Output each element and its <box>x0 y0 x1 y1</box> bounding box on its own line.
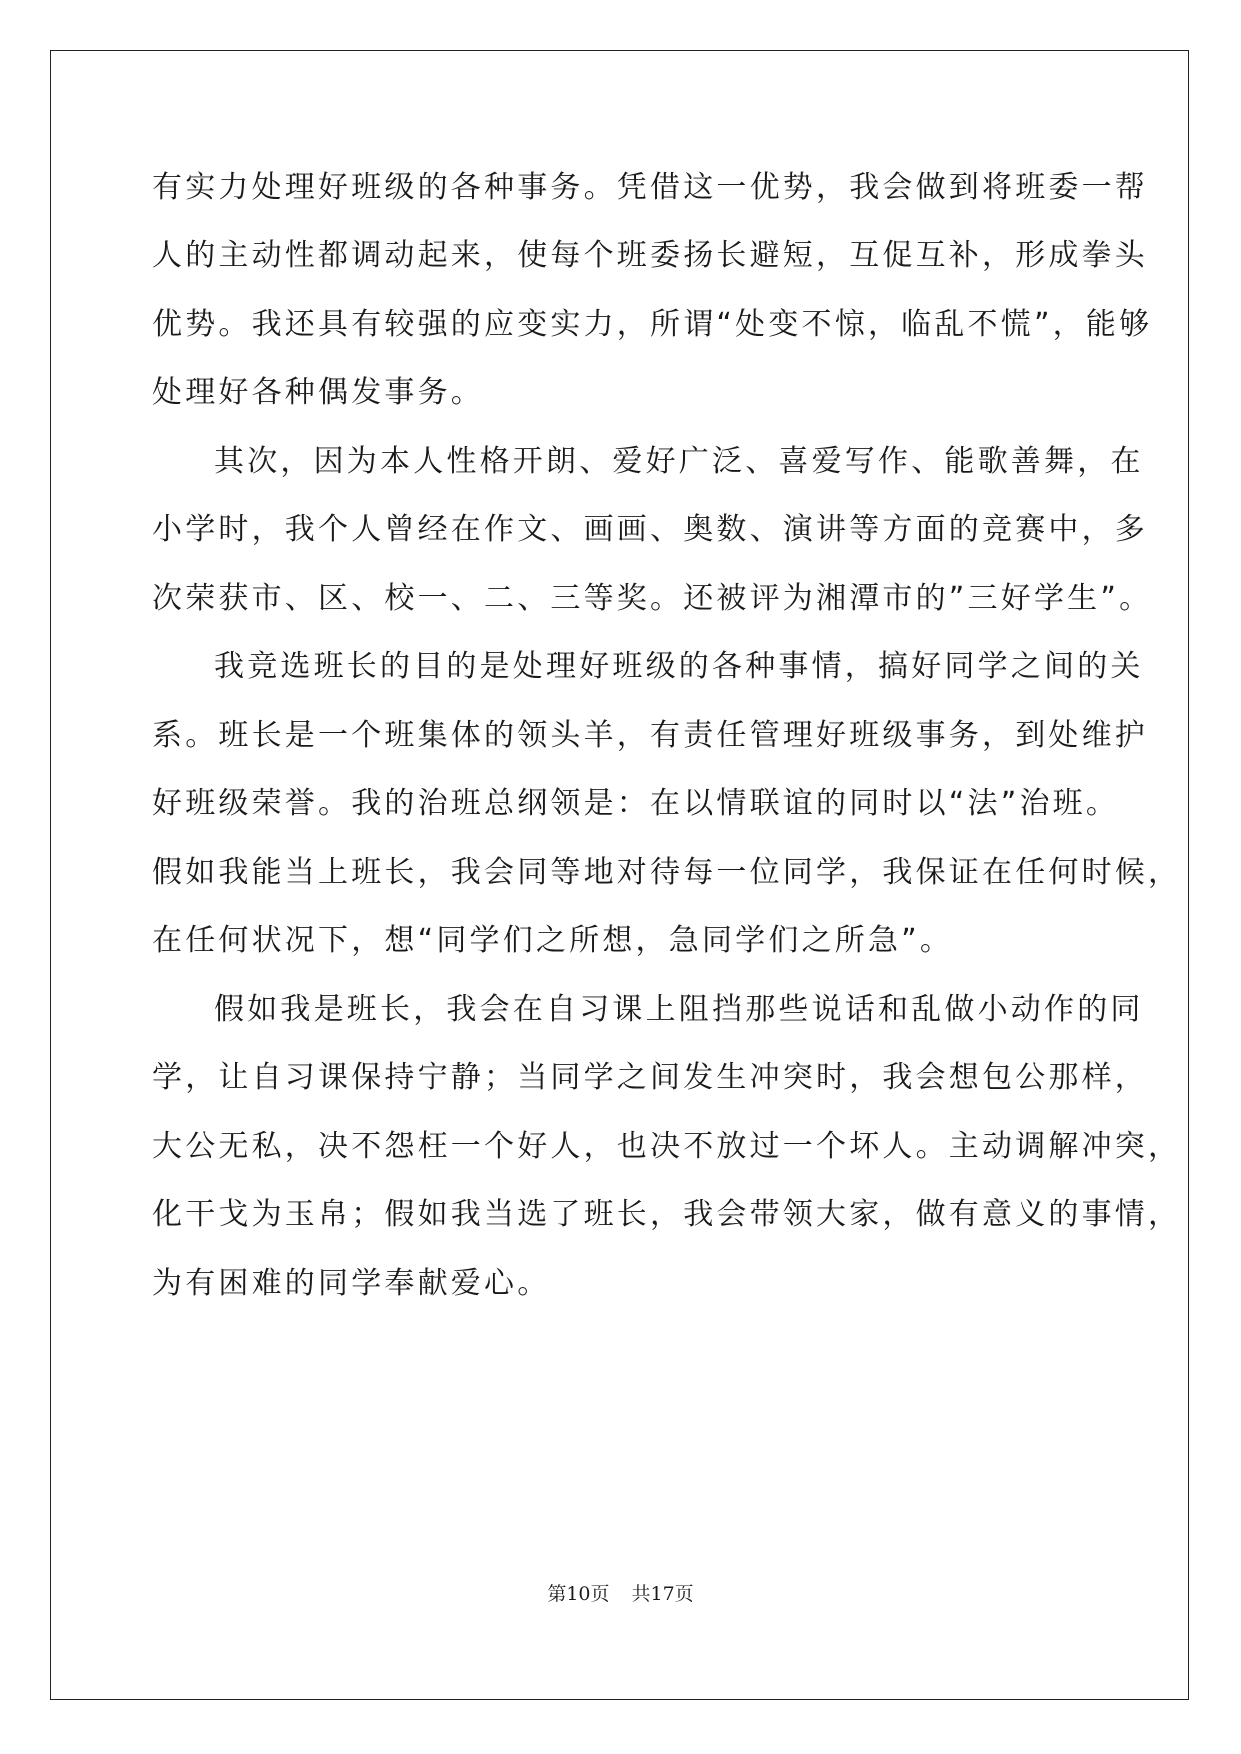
paragraph-line: 优势。我还具有较强的应变实力，所谓“处变不惊，临乱不慌”，能够 <box>152 307 1153 342</box>
paragraph-line: 处理好各种偶发事务。 <box>152 375 484 410</box>
paragraph-line: 假如我能当上班长，我会同等地对待每一位同学，我保证在任何时候， <box>152 855 1182 890</box>
paragraph-line: 大公无私，决不怨枉一个好人，也决不放过一个坏人。主动调解冲突， <box>152 1129 1182 1164</box>
paragraph-line: 系。班长是一个班集体的领头羊，有责任管理好班级事务，到处维护 <box>152 718 1148 753</box>
paragraph-line: 好班级荣誉。我的治班总纲领是：在以情联谊的同时以“法”治班。 <box>152 786 1120 821</box>
paragraph-line: 学，让自习课保持宁静；当同学之间发生冲突时，我会想包公那样， <box>152 1060 1148 1095</box>
paragraph-line: 其次，因为本人性格开朗、爱好广泛、喜爱写作、能歌善舞，在 <box>214 444 1144 479</box>
paragraph-line: 我竞选班长的目的是处理好班级的各种事情，搞好同学之间的关 <box>214 649 1144 684</box>
paragraph-line: 次荣获市、区、校一、二、三等奖。还被评为湘潭市的”三好学生”。 <box>152 581 1153 616</box>
paragraph-line: 化干戈为玉帛；假如我当选了班长，我会带领大家，做有意义的事情， <box>152 1197 1182 1232</box>
paragraph-line: 人的主动性都调动起来，使每个班委扬长避短，互促互补，形成拳头 <box>152 238 1148 273</box>
paragraph-line: 小学时，我个人曾经在作文、画画、奥数、演讲等方面的竞赛中，多 <box>152 512 1148 547</box>
total-pages-label: 共17页 <box>631 1583 694 1605</box>
paragraph-line: 在任何状况下，想“同学们之所想，急同学们之所急”。 <box>152 923 954 958</box>
paragraph-line: 假如我是班长，我会在自习课上阻挡那些说话和乱做小动作的同 <box>214 992 1144 1027</box>
paragraph-line: 有实力处理好班级的各种事务。凭借这一优势，我会做到将班委一帮 <box>152 170 1148 205</box>
current-page-label: 第10页 <box>547 1583 610 1605</box>
page-footer <box>0 1581 1241 1607</box>
paragraph-line: 为有困难的同学奉献爱心。 <box>152 1266 551 1301</box>
